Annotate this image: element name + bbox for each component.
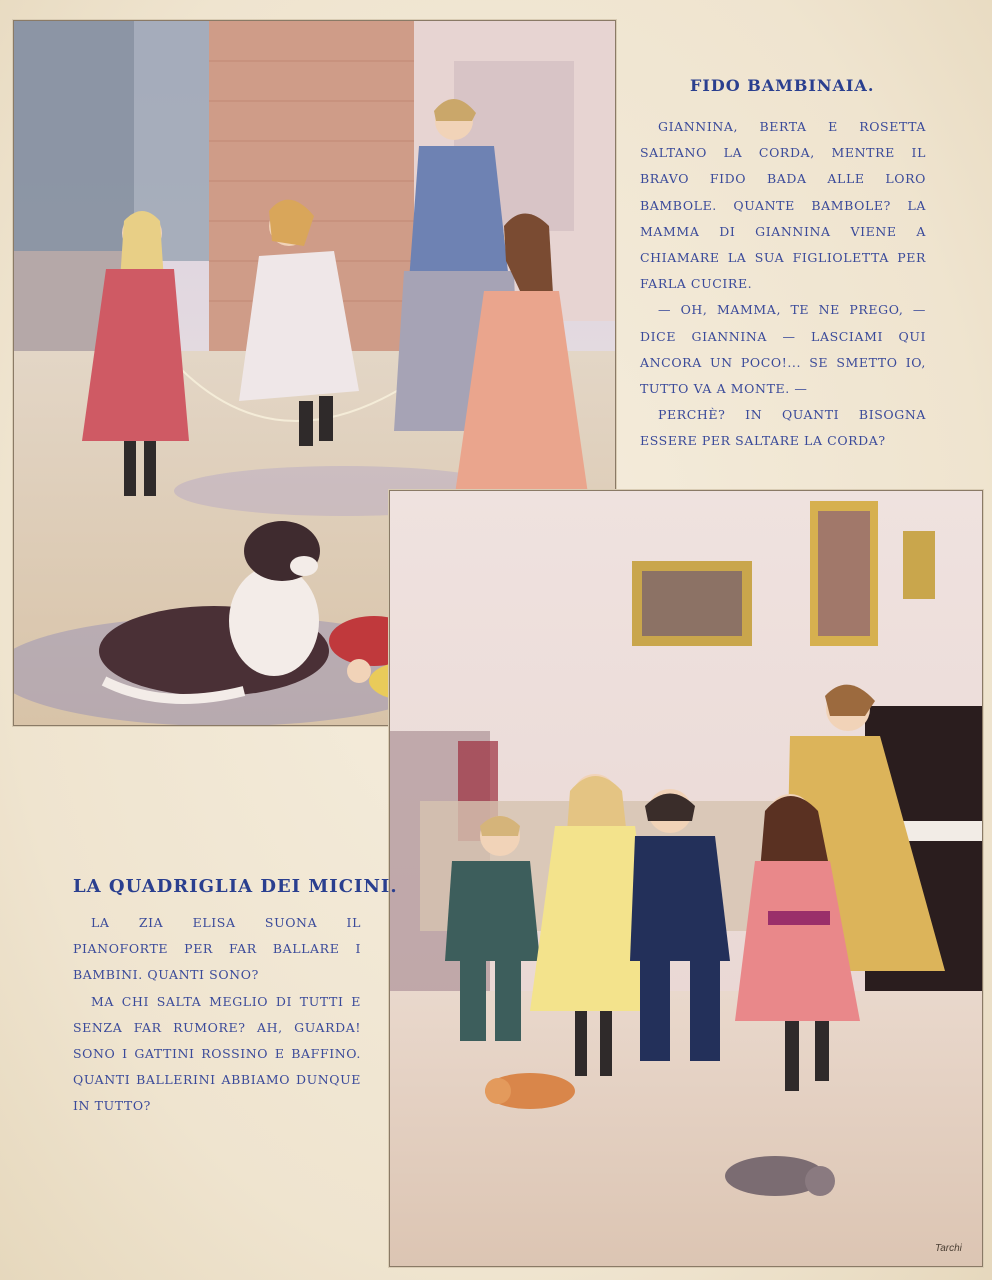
dancing-kittens-scene — [390, 491, 982, 1266]
kitten-rossino — [485, 1073, 575, 1109]
story-paragraph: MA CHI SALTA MEGLIO DI TUTTI E SENZA FAR RUMORE? AH, GUARDA! SONO I GATTINI ROSSINO E BAFFINO. QUANTI BALLERINI ABBIAMO DUNQUE IN TUTTO? — [73, 993, 361, 1114]
story-paragraph: — OH, MAMMA, TE NE PREGO, — DICE GIANNINA — LASCIAMI QUI ANCORA UN POCO!... SE SMETTO IO, TUTTO VA A MONTE. — — [640, 302, 926, 397]
illustration-dancing-kittens — [389, 490, 983, 1267]
story-paragraph: PERCHÈ? IN QUANTI BISOGNA ESSERE PER SALTARE LA CORDA? — [640, 407, 926, 449]
story-text-fido — [640, 114, 926, 455]
story-title-fido: FIDO BAMBINAIA. — [690, 76, 875, 95]
story-title-quadriglia: LA QUADRIGLIA DEI MICINI. — [73, 876, 398, 897]
story-text-quadriglia — [73, 910, 361, 1120]
illustration-signature-bottom: Tarchi — [935, 1243, 962, 1254]
story-paragraph: GIANNINA, BERTA E ROSETTA SALTANO LA CORDA, MENTRE IL BRAVO FIDO BADA ALLE LORO BAMBOLE. QUANTE BAMBOLE? LA MAMMA DI GIANNINA VIENE A CHIAMARE LA SUA FIGLIOLETTA PER FARLA CUCIRE. — [640, 119, 926, 292]
story-paragraph: LA ZIA ELISA SUONA IL PIANOFORTE PER FAR BALLARE I BAMBINI. QUANTI SONO? — [73, 915, 361, 983]
